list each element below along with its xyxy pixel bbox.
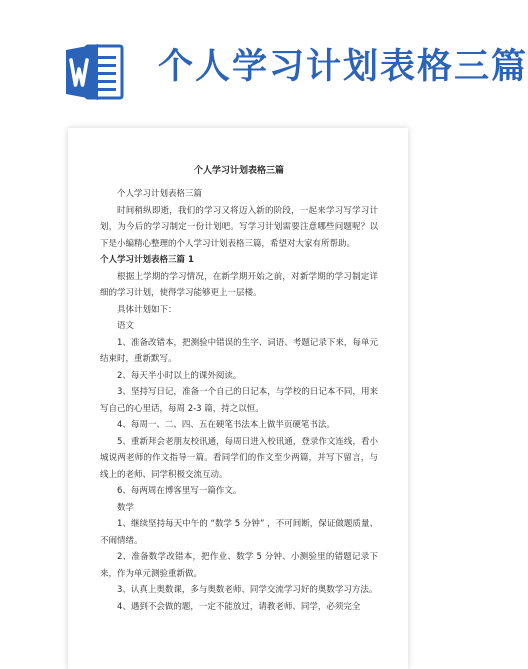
document-paragraph: 4、遇到不会做的题，一定不能放过，请教老师、同学，必须完全 xyxy=(117,601,361,612)
document-paragraph: 2、准备数学改错本，把作业、数学 5 分钟、小测验里的错题记录下来，作为单元测验重新做。 xyxy=(100,552,378,579)
word-document-icon xyxy=(64,40,126,104)
document-paragraph: 2、每天半小时以上的课外阅读。 xyxy=(117,370,242,381)
document-paragraph: 根据上学期的学习情况，在新学期开始之前，对新学期的学习制定详细的学习计划，使得学习能够更上一层楼。 xyxy=(100,271,378,298)
document-paragraph: 1、准备改错本，把测验中错误的生字、词语、考题记录下来，每单元结束时，重新默写。 xyxy=(100,337,378,364)
document-paragraph: 语文 xyxy=(117,321,135,331)
document-paragraph: 5、重新拜会老朋友校讯通，每周日进入校讯通，登录作文连线，看小城说两老师的作文指导一篇。看同学们的作文至少两篇，并写下留言，与线上的老师、同学积极交流互动。 xyxy=(100,436,378,480)
document-page xyxy=(68,128,408,669)
document-title: 个人学习计划表格三篇 xyxy=(193,166,284,176)
document-paragraph: 3、认真上奥数课，多与奥数老师、同学交流学习好的奥数学习方法。 xyxy=(117,585,378,595)
document-paragraph: 1、继续坚持每天中午的 “数学 5 分钟” ，不可间断，保证做题质量、不闹情绪。 xyxy=(100,519,378,546)
document-body xyxy=(100,128,378,615)
document-paragraph: 具体计划如下： xyxy=(117,304,177,315)
document-paragraph: 3、坚持写日记，准备一个自己的日记本，与学校的日记本不同，用来写自己的心里话，每周 2-3 篇，持之以恒。 xyxy=(100,387,378,414)
document-paragraph: 个人学习计划表格三篇 xyxy=(117,189,203,199)
section-heading: 个人学习计划表格三篇 1 xyxy=(100,255,194,265)
document-paragraph: 6、每两周在博客里写一篇作文。 xyxy=(117,486,242,496)
title-banner xyxy=(0,0,528,125)
banner-title: 个人学习计划表格三篇 xyxy=(158,47,528,87)
document-paragraph: 时间稍纵即逝，我们的学习又将迈入新的阶段，一起来学习写学习计划，为今后的学习制定一份计划吧。写学习计划需要注意哪些问题呢？以下是小编精心整理的个人学习计划表格三篇，希望对大家有所帮助。 xyxy=(100,205,378,249)
document-paragraph: 数学 xyxy=(117,502,135,513)
document-paragraph: 4、每周一、二、四、五在硬笔书法本上做半页硬笔书法。 xyxy=(117,420,335,430)
document-content xyxy=(100,186,378,615)
